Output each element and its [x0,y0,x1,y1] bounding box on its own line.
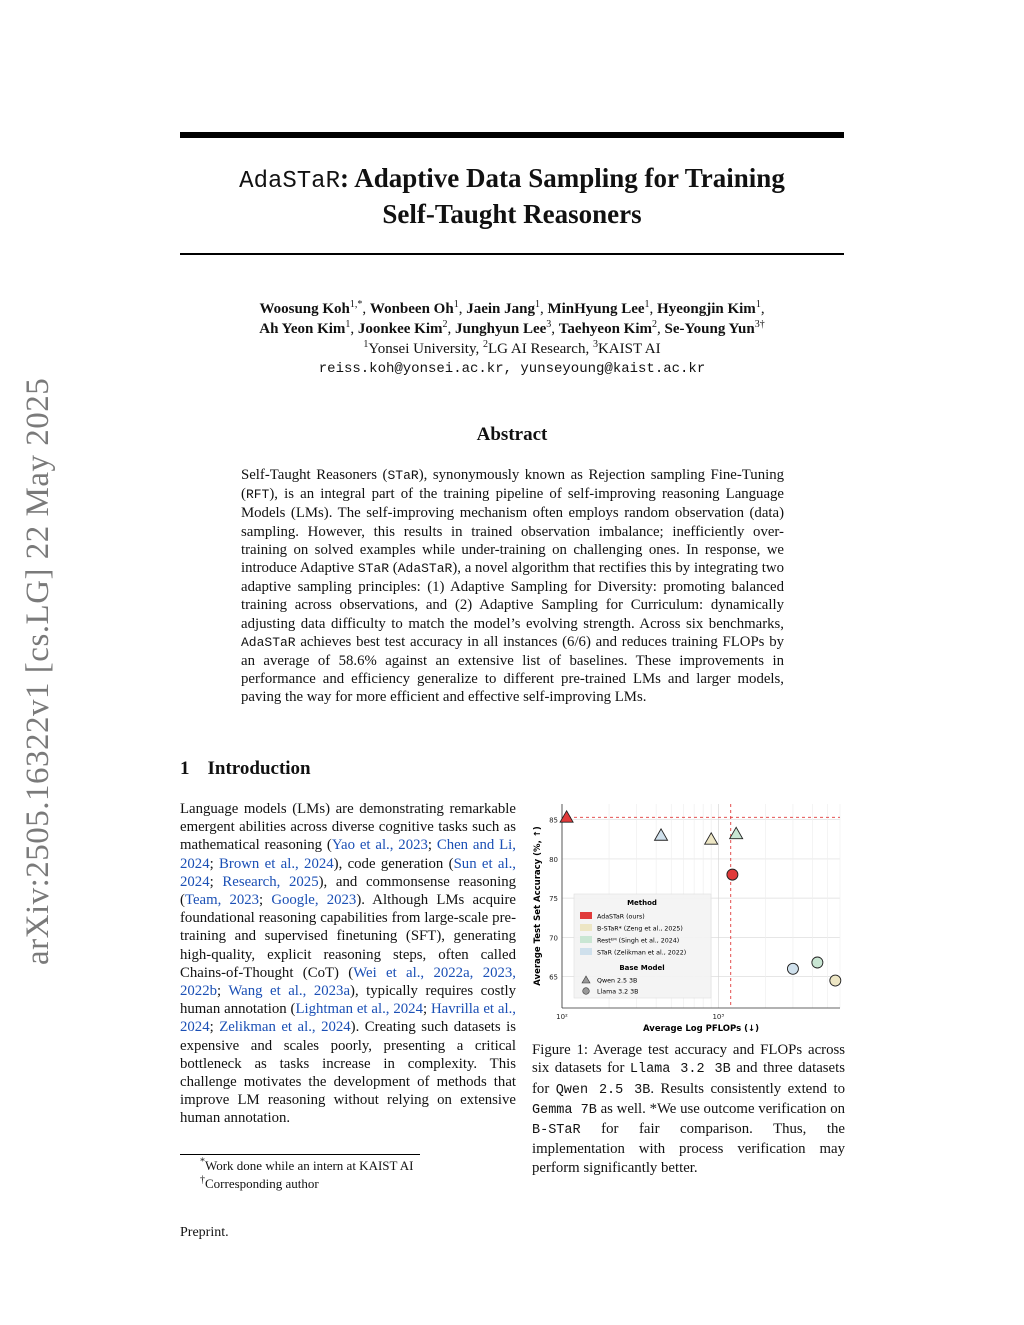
legend-swatch [580,936,592,943]
author-name: Hyeongjin Kim [657,301,756,317]
chart-svg [522,798,844,1034]
author-block [180,299,844,379]
affiliation: LG AI Research [487,341,586,357]
footnote-mark: * [200,1156,205,1168]
legend-swatch [580,948,592,955]
caption-code: Gemma 7B [532,1102,597,1118]
data-point-circle [787,963,798,974]
abstract-code: STaR [357,561,390,577]
footnote-text: Work done while an intern at KAIST AI [205,1158,414,1173]
preprint-label: Preprint. [180,1225,229,1240]
author-name: Joonkee Kim [357,321,443,337]
intro-text: ), typically requires costly human annotation ( [180,983,516,1018]
citation-link[interactable]: Google, 2023 [271,892,357,909]
citation-link[interactable]: Havrilla et al., 2024 [180,1001,516,1036]
author-sup: 2 [442,319,448,330]
intro-text: ). Creating such datasets is expensive and scales poorly, presenting a critical bottleneck as tasks increase in complexity. This challenge motivates the development of methods that improve LM reasoning without relying on extensive human annotation. [180,1019,516,1127]
abstract-text: ), synonymously known as Rejection sampling Fine-Tuning ( [241,467,785,503]
legend-swatch [580,924,592,931]
citation-link[interactable]: Brown et al., 2024 [219,855,334,872]
section-number: 1 [180,758,190,779]
legend-label: STaR (Zelikman et al., 2022) [597,949,687,957]
title-line2: Self-Taught Reasoners [382,199,642,229]
y-tick-label: 80 [549,855,558,864]
intro-text: ). Although LMs acquire foundational reasoning capabilities from large-scale pre-training and supervised finetuning (SFT), generating high-quality, explicit reasoning steps, often called Chains-of-Thought (CoT) ( [180,892,516,981]
figure-1-chart [522,798,844,1034]
title-bottom-rule [180,253,844,255]
abstract-text: achieves best test accuracy in all instances (6/6) and reduces training FLOPs by an average of 58.6% against an extensive list of baselines. These improvements in performance and efficiency generalize to different pre-trained LMs and larger models, paving the way for more efficient and effective self-improving LMs. [241,633,784,706]
author-sup: 1 [453,299,459,310]
caption-code: Llama 3.2 3B [629,1062,731,1078]
intro-text: ; [209,855,220,872]
citation-link[interactable]: Yao et al., 2023 [331,837,428,854]
author-name: Junghyun Lee [455,321,547,337]
abstract-code: AdaSTaR [397,561,453,577]
data-point-circle [727,869,738,880]
author-sup: 1,* [349,299,363,310]
x-tick-label: 10² [556,1013,568,1021]
title-line1: : Adaptive Data Sampling for Training [340,163,785,193]
figure-1-caption [532,1041,845,1177]
author-sup: 1 [345,319,351,330]
author-sup: 1 [755,299,761,310]
affiliation: Yonsei University [368,341,476,357]
legend-swatch [580,912,592,919]
section-heading [180,758,329,780]
affiliation: KAIST AI [597,341,661,357]
abstract-text: ), is an integral part of the training pipeline of self-improving reasoning Language Models (LMs). The self-improving mechanism often employs random observation (data) sampling. However, this results in trained observation imbalance; inefficiently over-training on solved examples while under-training on challenging ones. In response, we introduce Adaptive [241,486,784,577]
citation-link[interactable]: Sun et al., 2024 [180,855,516,890]
caption-text: as well. *We use outcome verification on [596,1100,845,1117]
caption-code: B-STaR [532,1123,581,1139]
author-sup: 3 [546,319,552,330]
author-line-1: Woosung Koh$^{1,*}$, Wonbeen Oh$^1$, Jaein Jang$^1$, MinHyung Lee$^1$, Hyeongjin Kim$^1$, [259,299,765,317]
intro-text: ; [209,1019,220,1036]
legend-label: Llama 3.2 3B [597,988,639,996]
section-title: Introduction [207,758,311,779]
caption-text: for fair comparison. Thus, the implementation with process verification may perform significantly better. [532,1121,845,1176]
footnote-rule [180,1154,420,1155]
caption-text: and three datasets for [532,1060,845,1097]
footnote-mark: † [200,1174,205,1186]
chart-legend [574,894,711,998]
abstract-code: AdaSTaR [241,634,296,650]
y-tick-label: 65 [549,973,558,982]
author-emails: reiss.koh@yonsei.ac.kr, yunseyoung@kaist.ac.kr [318,361,706,377]
citation-link[interactable]: Lightman et al., 2024 [295,1001,423,1018]
author-name: Woosung Koh [259,301,350,317]
affil-sup: 2 [482,339,488,350]
abstract-heading: Abstract [476,424,548,445]
author-name: Ah Yeon Kim [259,321,346,337]
citation-link[interactable]: Wei et al., 2022a, 2023, 2022b [180,964,516,1000]
author-sup: 3† [754,319,765,330]
citation-link[interactable]: Zelikman et al., 2024 [219,1019,351,1036]
citation-link[interactable]: Team, 2023 [184,892,260,909]
legend-title-method: Method [627,899,657,907]
legend-label: AdaSTaR (ours) [597,913,645,921]
x-tick-label: 10³ [712,1013,725,1021]
arxiv-sidebar-stamp: arXiv:2505.16322v1 [cs.LG] 22 May 2025 [20,377,56,965]
author-name: Taehyeon Kim [558,321,653,337]
data-point-circle [830,975,841,986]
citation-link[interactable]: Research, 2025 [222,873,319,890]
title-top-rule [180,132,844,138]
legend-label: Qwen 2.5 3B [597,977,638,985]
author-name: Se-Young Yun [664,321,755,337]
author-name: Jaein Jang [466,301,535,317]
intro-text: Language models (LMs) are demonstrating remarkable emergent abilities across diverse cognitive tasks such as mathematical reasoning ( [180,801,516,854]
affiliations: $^1$Yonsei University, $^2$LG AI Research, $^3$KAIST AI [363,339,661,357]
citation-link[interactable]: Chen and Li, 2024 [180,837,516,872]
citation-link[interactable]: Wang et al., 2023a [228,983,351,1000]
intro-text: ; [217,983,229,1000]
abstract-text: ), a novel algorithm that rectifies this by integrating two adaptive sampling principles: (1) Adaptive Sampling for Diversity: promoting balanced training across observations, and (2) Adaptive Sampling for Curriculum: dynamically adjusting data difficulty to match the model’s evolving strength. Across six benchmarks, [241,560,784,632]
author-name: Wonbeen Oh [369,301,454,317]
y-axis-label: Average Test Set Accuracy (%, ↑) [533,826,543,986]
footnote-2 [200,1176,319,1192]
intro-text: ; [422,1001,431,1018]
caption-code: Qwen 2.5 3B [555,1082,651,1098]
y-tick-label: 85 [549,816,558,825]
footnote-1 [200,1158,413,1174]
data-point-circle [812,957,823,968]
affil-sup: 3 [592,339,598,350]
author-sup: 1 [644,299,650,310]
author-sup: 1 [534,299,540,310]
intro-text: ), and commonsense reasoning ( [180,873,516,909]
author-name: MinHyung Lee [547,301,645,317]
intro-text: ; [209,873,223,890]
abstract-text: ( [389,560,398,577]
footnote-text: Corresponding author [205,1176,319,1191]
caption-text: Figure 1: Average test accuracy and FLOPs across six datasets for [532,1042,845,1077]
legend-label: Restᴱᴹ (Singh et al., 2024) [597,937,680,945]
intro-text: ), code generation ( [333,855,454,872]
intro-paragraph [180,800,516,1128]
abstract-code: STaR [387,468,419,483]
author-line-2: Ah Yeon Kim$^1$, Joonkee Kim$^2$, Junghyun Lee$^3$, Taehyeon Kim$^2$, Se-Young Yun$^{3\dagger}$ [259,319,765,337]
legend-circle-marker [583,988,590,995]
title-code-name: AdaSTaR [239,168,340,195]
abstract-text: Self-Taught Reasoners ( [241,467,388,483]
author-sup: 2 [652,319,658,330]
paper-title [180,162,844,231]
abstract-code: RFT [245,487,270,503]
y-tick-label: 75 [549,895,558,904]
affil-sup: 1 [363,339,369,350]
abstract-body [241,466,784,707]
intro-text: ; [427,837,437,854]
legend-box [574,894,711,998]
y-tick-label: 70 [549,934,558,943]
caption-text: . Results consistently extend to [650,1080,845,1097]
legend-title-base: Base Model [619,964,665,972]
x-axis-label: Average Log PFLOPs (↓) [643,1024,759,1034]
legend-label: B-STaR* (Zeng et al., 2025) [597,925,683,933]
intro-text: ; [259,892,272,909]
